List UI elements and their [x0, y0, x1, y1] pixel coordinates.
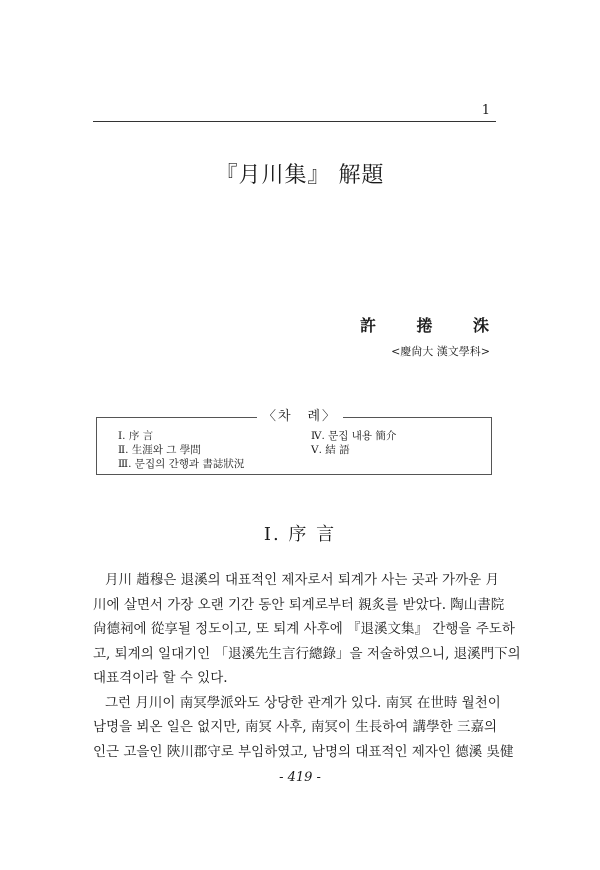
text-line: 대표격이라 할 수 있다. — [93, 670, 228, 686]
header-rule — [93, 121, 496, 122]
document-title: 『月川集』 解題 — [215, 163, 385, 188]
text-line: 그런 月川이 南冥學派와도 상당한 관계가 있다. 南冥 在世時 월천이 — [105, 694, 501, 711]
text-line: 고, 퇴계의 일대기인 「退溪先生言行總錄」을 저술하였으니, 退溪門下의 — [93, 645, 521, 662]
toc-item: Ⅴ. 結 語 — [311, 444, 350, 456]
toc-item: Ⅲ. 문집의 간행과 書誌狀況 — [118, 458, 245, 470]
body-text — [93, 568, 521, 764]
paragraph — [93, 568, 521, 691]
toc-item: Ⅳ. 문집 내용 簡介 — [311, 430, 397, 442]
text-line: 인근 고을인 陜川郡守로 부임하였고, 남명의 대표적인 제자인 德溪 吳健 — [93, 743, 514, 760]
author-name-char: 許 — [360, 316, 378, 335]
section-heading: Ⅰ. 序 言 — [263, 524, 337, 545]
paragraph — [93, 691, 514, 765]
toc-item: Ⅰ. 序 言 — [118, 430, 154, 442]
toc-heading: 〈차 례〉 — [0, 405, 600, 424]
author-name — [360, 313, 490, 336]
author-name-char: 捲 — [416, 316, 434, 335]
running-page-number: 1 — [481, 103, 490, 118]
toc-right-column — [311, 429, 396, 457]
author-affiliation: <慶尙大 漢文學科> — [391, 345, 490, 358]
text-line: 尙德祠에 從享될 정도이고, 또 퇴계 사후에 『退溪文集』 간행을 주도하 — [93, 621, 515, 637]
text-line: 月川 趙穆은 退溪의 대표적인 제자로서 퇴계가 사는 곳과 가까운 月 — [105, 572, 499, 588]
text-line: 川에 살면서 가장 오랜 기간 동안 퇴계로부터 親炙를 받았다. 陶山書院 — [93, 596, 505, 613]
author-name-char: 洙 — [472, 316, 490, 335]
footer-page-number: - 419 - — [279, 770, 321, 785]
toc-item: Ⅱ. 生涯와 그 學問 — [118, 444, 201, 456]
toc-left-column — [118, 429, 244, 471]
text-line: 남명을 뵈온 일은 없지만, 南冥 사후, 南冥이 生長하여 講學한 三嘉의 — [93, 719, 497, 735]
